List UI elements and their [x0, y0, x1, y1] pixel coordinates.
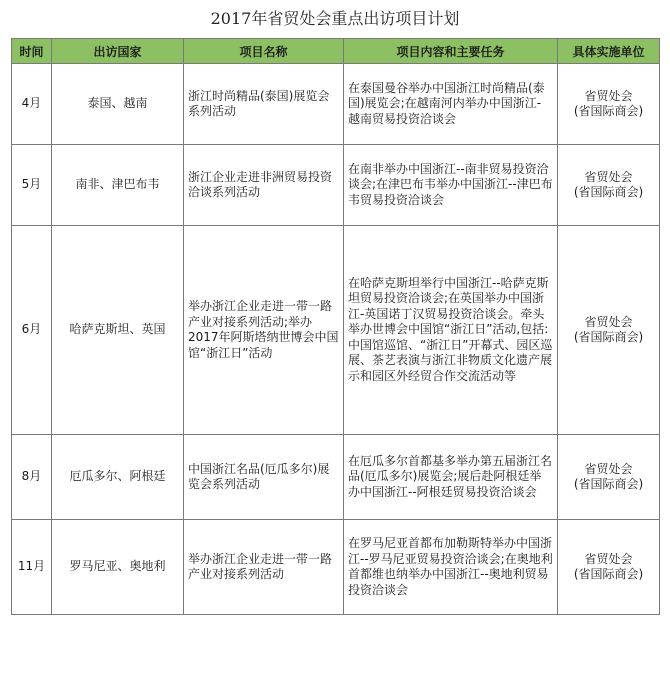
table-row [12, 520, 660, 615]
cell-tasks: 在南非举办中国浙江--南非贸易投资洽谈会;在津巴布韦举办中国浙江--津巴布韦贸易投资洽谈会 [344, 145, 558, 226]
cell-time: 11月 [12, 520, 52, 615]
cell-country: 罗马尼亚、奥地利 [52, 520, 184, 615]
cell-time: 8月 [12, 435, 52, 520]
header-unit: 具体实施单位 [558, 39, 660, 64]
cell-unit [558, 435, 660, 520]
cell-country: 哈萨克斯坦、英国 [52, 226, 184, 435]
visit-plan-table [11, 38, 660, 615]
unit-name: 省贸处会 [584, 461, 633, 476]
cell-project: 浙江时尚精品(泰国)展览会系列活动 [184, 64, 344, 145]
cell-unit [558, 64, 660, 145]
table-row [12, 226, 660, 435]
header-country: 出访国家 [52, 39, 184, 64]
unit-alias: (省国际商会) [573, 185, 644, 199]
unit-alias: (省国际商会) [573, 330, 644, 344]
cell-tasks: 在哈萨克斯坦举行中国浙江--哈萨克斯坦贸易投资洽谈会;在英国举办中国浙江-英国诺丁汉贸易投资洽谈会。牵头举办世博会中国馆“浙江日”活动,包括:中国馆巡馆、“浙江日”开幕式、园区巡展、茶艺表演与浙江非物质文化遗产展示和园区外经贸合作交流活动等 [344, 226, 558, 435]
header-tasks: 项目内容和主要任务 [344, 39, 558, 64]
unit-alias: (省国际商会) [573, 104, 644, 118]
cell-unit [558, 226, 660, 435]
unit-name: 省贸处会 [584, 314, 633, 329]
cell-time: 5月 [12, 145, 52, 226]
cell-project: 浙江企业走进非洲贸易投资洽谈系列活动 [184, 145, 344, 226]
cell-country: 厄瓜多尔、阿根廷 [52, 435, 184, 520]
cell-tasks: 在厄瓜多尔首都基多举办第五届浙江名品(厄瓜多尔)展览会;展后赴阿根廷举办中国浙江--阿根廷贸易投资洽谈会 [344, 435, 558, 520]
cell-country: 泰国、越南 [52, 64, 184, 145]
cell-time: 4月 [12, 64, 52, 145]
table-row [12, 64, 660, 145]
cell-project: 中国浙江名品(厄瓜多尔)展览会系列活动 [184, 435, 344, 520]
cell-tasks: 在泰国曼谷举办中国浙江时尚精品(泰国)展览会;在越南河内举办中国浙江-越南贸易投资洽谈会 [344, 64, 558, 145]
cell-project: 举办浙江企业走进一带一路产业对接系列活动 [184, 520, 344, 615]
table-row [12, 435, 660, 520]
cell-unit [558, 145, 660, 226]
table-row [12, 145, 660, 226]
unit-alias: (省国际商会) [573, 477, 644, 491]
cell-unit [558, 520, 660, 615]
cell-time: 6月 [12, 226, 52, 435]
unit-name: 省贸处会 [584, 169, 633, 184]
unit-alias: (省国际商会) [573, 567, 644, 581]
cell-tasks: 在罗马尼亚首都布加勒斯特举办中国浙江--罗马尼亚贸易投资洽谈会;在奥地利首都维也纳举办中国浙江--奥地利贸易投资洽谈会 [344, 520, 558, 615]
header-time: 时间 [12, 39, 52, 64]
cell-country: 南非、津巴布韦 [52, 145, 184, 226]
page-title: 2017年省贸处会重点出访项目计划 [210, 9, 460, 28]
table-header-row [12, 39, 660, 64]
header-project: 项目名称 [184, 39, 344, 64]
unit-name: 省贸处会 [584, 551, 633, 566]
cell-project: 举办浙江企业走进一带一路产业对接系列活动;举办2017年阿斯塔纳世博会中国馆“浙江日”活动 [184, 226, 344, 435]
unit-name: 省贸处会 [584, 88, 633, 103]
